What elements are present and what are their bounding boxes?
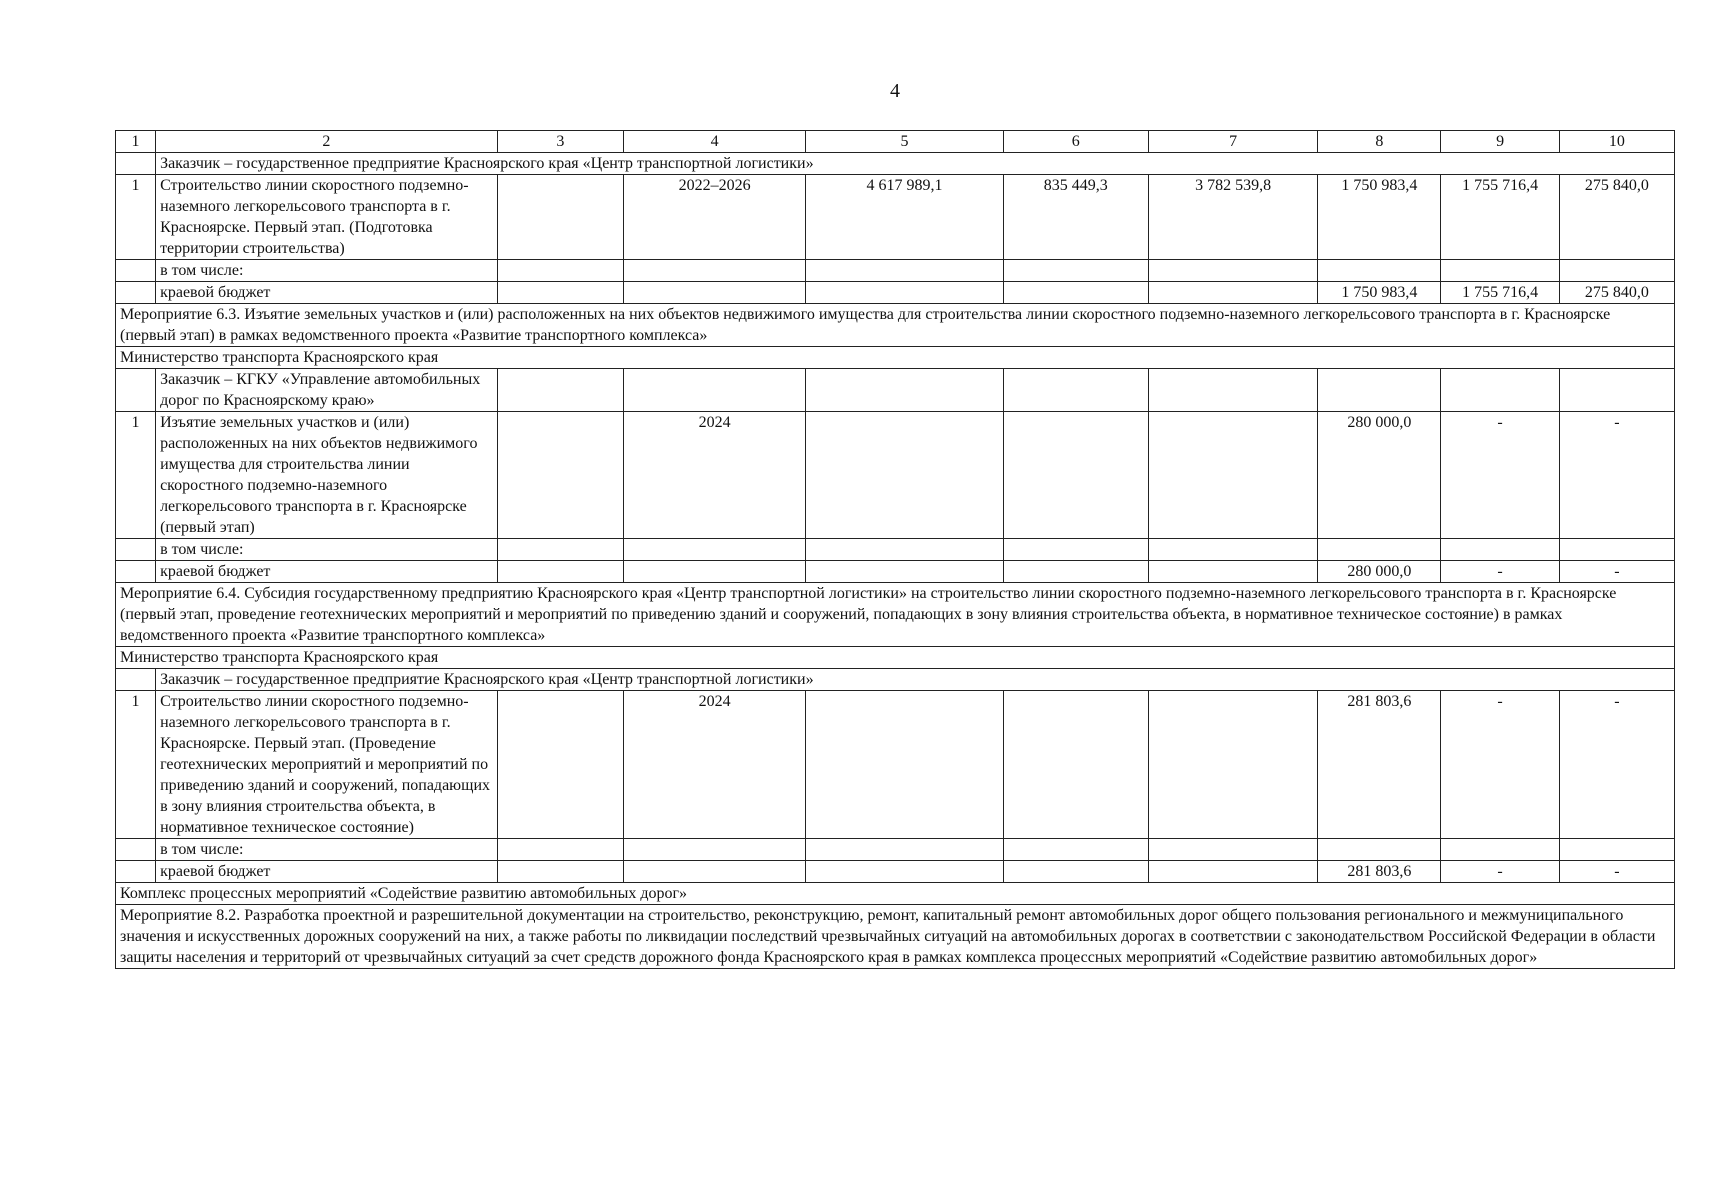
page-number: 4 — [890, 80, 900, 102]
value-cell: 280 000,0 — [1318, 412, 1441, 539]
table-header-row — [116, 131, 1675, 153]
including-label: в том числе: — [156, 539, 498, 561]
table-row — [116, 539, 1675, 561]
header-cell: 9 — [1441, 131, 1559, 153]
measure-row — [116, 905, 1675, 969]
budget-label: краевой бюджет — [156, 561, 498, 583]
complex-row — [116, 883, 1675, 905]
years-cell: 2024 — [623, 691, 805, 839]
value-cell: 275 840,0 — [1559, 175, 1674, 260]
table-row — [116, 561, 1675, 583]
header-cell: 10 — [1559, 131, 1674, 153]
including-label: в том числе: — [156, 839, 498, 861]
customer-row — [116, 153, 1675, 175]
header-cell: 3 — [497, 131, 623, 153]
ministry-text: Министерство транспорта Красноярского края — [116, 347, 1675, 369]
customer-text: Заказчик – КГКУ «Управление автомобильных дорог по Красноярскому краю» — [156, 369, 498, 412]
including-label: в том числе: — [156, 260, 498, 282]
header-cell: 8 — [1318, 131, 1441, 153]
measure-row — [116, 304, 1675, 347]
years-cell: 2022–2026 — [623, 175, 805, 260]
ministry-row — [116, 647, 1675, 669]
row-number: 1 — [116, 691, 156, 839]
value-cell: - — [1559, 561, 1674, 583]
value-cell: 1 755 716,4 — [1441, 175, 1559, 260]
header-cell: 4 — [623, 131, 805, 153]
value-cell: - — [1441, 861, 1559, 883]
customer-text: Заказчик – государственное предприятие Красноярского края «Центр транспортной логистики» — [156, 153, 1675, 175]
budget-table — [115, 130, 1675, 969]
value-cell: 281 803,6 — [1318, 861, 1441, 883]
table-row — [116, 691, 1675, 839]
table-row — [116, 282, 1675, 304]
value-cell: - — [1559, 861, 1674, 883]
header-cell: 5 — [806, 131, 1003, 153]
measure-text: Мероприятие 6.4. Субсидия государственному предприятию Красноярского края «Центр транспортной логистики» на строительство линии скоростного подземно-наземного легкорельсового транспорта в г. Красноярске (первый этап, проведение геотехнических мероприятий и мероприятий по приведению зданий и сооружений, попадающих в зону влияния строительства объекта, в нормативное техническое состояние) в рамках ведомственного проекта «Развитие транспортного комплекса» — [116, 583, 1675, 647]
item-name: Строительство линии скоростного подземно-наземного легкорельсового транспорта в г. Красноярске. Первый этап. (Подготовка территории строительства) — [156, 175, 498, 260]
table-row — [116, 861, 1675, 883]
complex-text: Комплекс процессных мероприятий «Содействие развитию автомобильных дорог» — [116, 883, 1675, 905]
budget-label: краевой бюджет — [156, 282, 498, 304]
row-number: 1 — [116, 412, 156, 539]
customer-row — [116, 669, 1675, 691]
table-row — [116, 260, 1675, 282]
row-number: 1 — [116, 175, 156, 260]
value-cell: 3 782 539,8 — [1148, 175, 1317, 260]
customer-text: Заказчик – государственное предприятие Красноярского края «Центр транспортной логистики» — [156, 669, 1675, 691]
value-cell: - — [1441, 412, 1559, 539]
value-cell: 835 449,3 — [1003, 175, 1148, 260]
header-cell: 7 — [1148, 131, 1317, 153]
years-cell: 2024 — [623, 412, 805, 539]
ministry-row — [116, 347, 1675, 369]
value-cell: 1 755 716,4 — [1441, 282, 1559, 304]
value-cell: - — [1441, 691, 1559, 839]
item-name: Строительство линии скоростного подземно-наземного легкорельсового транспорта в г. Красноярске. Первый этап. (Проведение геотехнических мероприятий и мероприятий по приведению зданий и сооружений, попадающих в зону влияния строительства объекта, в нормативное техническое состояние) — [156, 691, 498, 839]
ministry-text: Министерство транспорта Красноярского края — [116, 647, 1675, 669]
value-cell: - — [1559, 691, 1674, 839]
measure-row — [116, 583, 1675, 647]
table-row — [116, 839, 1675, 861]
value-cell: 275 840,0 — [1559, 282, 1674, 304]
header-cell: 2 — [156, 131, 498, 153]
value-cell: 4 617 989,1 — [806, 175, 1003, 260]
value-cell: - — [1559, 412, 1674, 539]
header-cell: 6 — [1003, 131, 1148, 153]
header-cell: 1 — [116, 131, 156, 153]
measure-text: Мероприятие 8.2. Разработка проектной и разрешительной документации на строительство, реконструкцию, ремонт, капитальный ремонт автомобильных дорог общего пользования регионального и межмуниципального значения и искусственных дорожных сооружений на них, а также работы по ликвидации последствий чрезвычайных ситуаций на автомобильных дорогах в соответствии с законодательством Российской Федерации в области защиты населения и территорий от чрезвычайных ситуаций за счет средств дорожного фонда Красноярского края в рамках комплекса процессных мероприятий «Содействие развитию автомобильных дорог» — [116, 905, 1675, 969]
measure-text: Мероприятие 6.3. Изъятие земельных участков и (или) расположенных на них объектов недвижимого имущества для строительства линии скоростного подземно-наземного легкорельсового транспорта в г. Красноярске (первый этап) в рамках ведомственного проекта «Развитие транспортного комплекса» — [116, 304, 1675, 347]
value-cell: 1 750 983,4 — [1318, 175, 1441, 260]
table-row — [116, 412, 1675, 539]
budget-label: краевой бюджет — [156, 861, 498, 883]
value-cell: - — [1441, 561, 1559, 583]
value-cell: 281 803,6 — [1318, 691, 1441, 839]
table-row — [116, 369, 1675, 412]
value-cell: 1 750 983,4 — [1318, 282, 1441, 304]
value-cell: 280 000,0 — [1318, 561, 1441, 583]
table-row — [116, 175, 1675, 260]
item-name: Изъятие земельных участков и (или) расположенных на них объектов недвижимого имущества для строительства линии скоростного подземно-наземного легкорельсового транспорта в г. Красноярске (первый этап) — [156, 412, 498, 539]
